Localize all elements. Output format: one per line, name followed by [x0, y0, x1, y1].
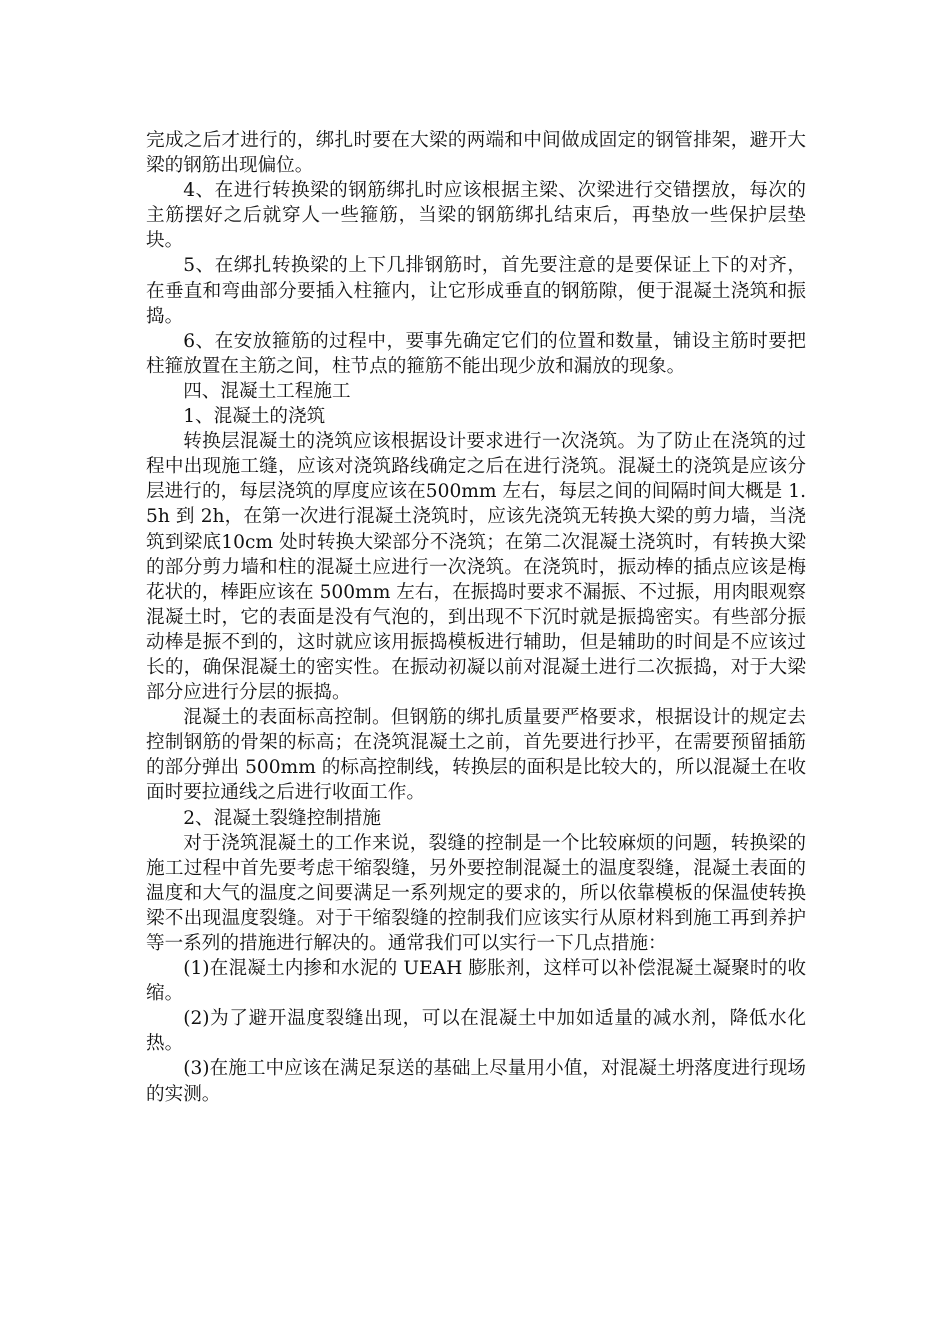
paragraph: 对于浇筑混凝土的工作来说，裂缝的控制是一个比较麻烦的问题，转换梁的施工过程中首先要考虑干缩裂缝，另外要控制混凝土的温度裂缝，混凝土表面的温度和大气的温度之间要满足一系列规定的要求的，所以依靠模板的保温使转换梁不出现温度裂缝。对于干缩裂缝的控制我们应该实行从原材料到施工再到养护等一系列的措施进行解决的。通常我们可以实行一下几点措施：: [146, 832, 806, 954]
paragraph: 5、在绑扎转换梁的上下几排钢筋时，首先要注意的是要保证上下的对齐，在垂直和弯曲部分要插入柱箍内，让它形成垂直的钢筋隙，便于混凝土浇筑和振捣。: [146, 255, 806, 327]
section-heading: 四、混凝土工程施工: [183, 380, 351, 402]
document-body: [146, 128, 806, 1107]
paragraph: 完成之后才进行的，绑扎时要在大梁的两端和中间做成固定的钢管排架，避开大梁的钢筋出现偏位。: [146, 130, 806, 177]
list-item: (2)为了避开温度裂缝出现，可以在混凝土中加如适量的减水剂，降低水化热。: [146, 1008, 806, 1055]
subsection-heading: 2、混凝土裂缝控制措施: [183, 807, 381, 829]
paragraph: 混凝土的表面标高控制。但钢筋的绑扎质量要严格要求，根据设计的规定去控制钢筋的骨架的标高；在浇筑混凝土之前，首先要进行抄平，在需要预留插筋的部分弹出 500mm 的标高控制线，转换层的面积是比较大的，所以混凝土在收面时要拉通线之后进行收面工作。: [146, 707, 806, 804]
paragraph: 4、在进行转换梁的钢筋绑扎时应该根据主梁、次梁进行交错摆放，每次的主筋摆好之后就穿人一些箍筋，当梁的钢筋绑扎结束后，再垫放一些保护层垫块。: [146, 180, 806, 252]
list-item: (3)在施工中应该在满足泵送的基础上尽量用小值，对混凝土坍落度进行现场的实测。: [146, 1058, 806, 1105]
paragraph: 转换层混凝土的浇筑应该根据设计要求进行一次浇筑。为了防止在浇筑的过程中出现施工缝，应该对浇筑路线确定之后在进行浇筑。混凝土的浇筑是应该分层进行的，每层浇筑的厚度应该在500mm 左右，每层之间的间隔时间大概是 1.5h 到 2h，在第一次进行混凝土浇筑时，应该先浇筑无转换大梁的剪力墙，当浇筑到梁底10cm 处时转换大梁部分不浇筑；在第二次混凝土浇筑时，有转换大梁的部分剪力墙和柱的混凝土应进行一次浇筑。在浇筑时，振动棒的插点应该是梅花状的，棒距应该在 500mm 左右，在振捣时要求不漏振、不过振，用肉眼观察混凝土时，它的表面是没有气泡的，到出现不下沉时就是振捣密实。有些部分振动棒是振不到的，这时就应该用振捣模板进行辅助，但是辅助的时间是不应该过长的，确保混凝土的密实性。在振动初凝以前对混凝土进行二次振捣，对于大梁部分应进行分层的振捣。: [146, 431, 806, 704]
list-item: (1)在混凝土内掺和水泥的 UEAH 膨胀剂，这样可以补偿混凝土凝聚时的收缩。: [146, 958, 806, 1005]
paragraph: 6、在安放箍筋的过程中，要事先确定它们的位置和数量，铺设主筋时要把柱箍放置在主筋之间，柱节点的箍筋不能出现少放和漏放的现象。: [146, 330, 806, 377]
subsection-heading: 1、混凝土的浇筑: [183, 406, 326, 428]
